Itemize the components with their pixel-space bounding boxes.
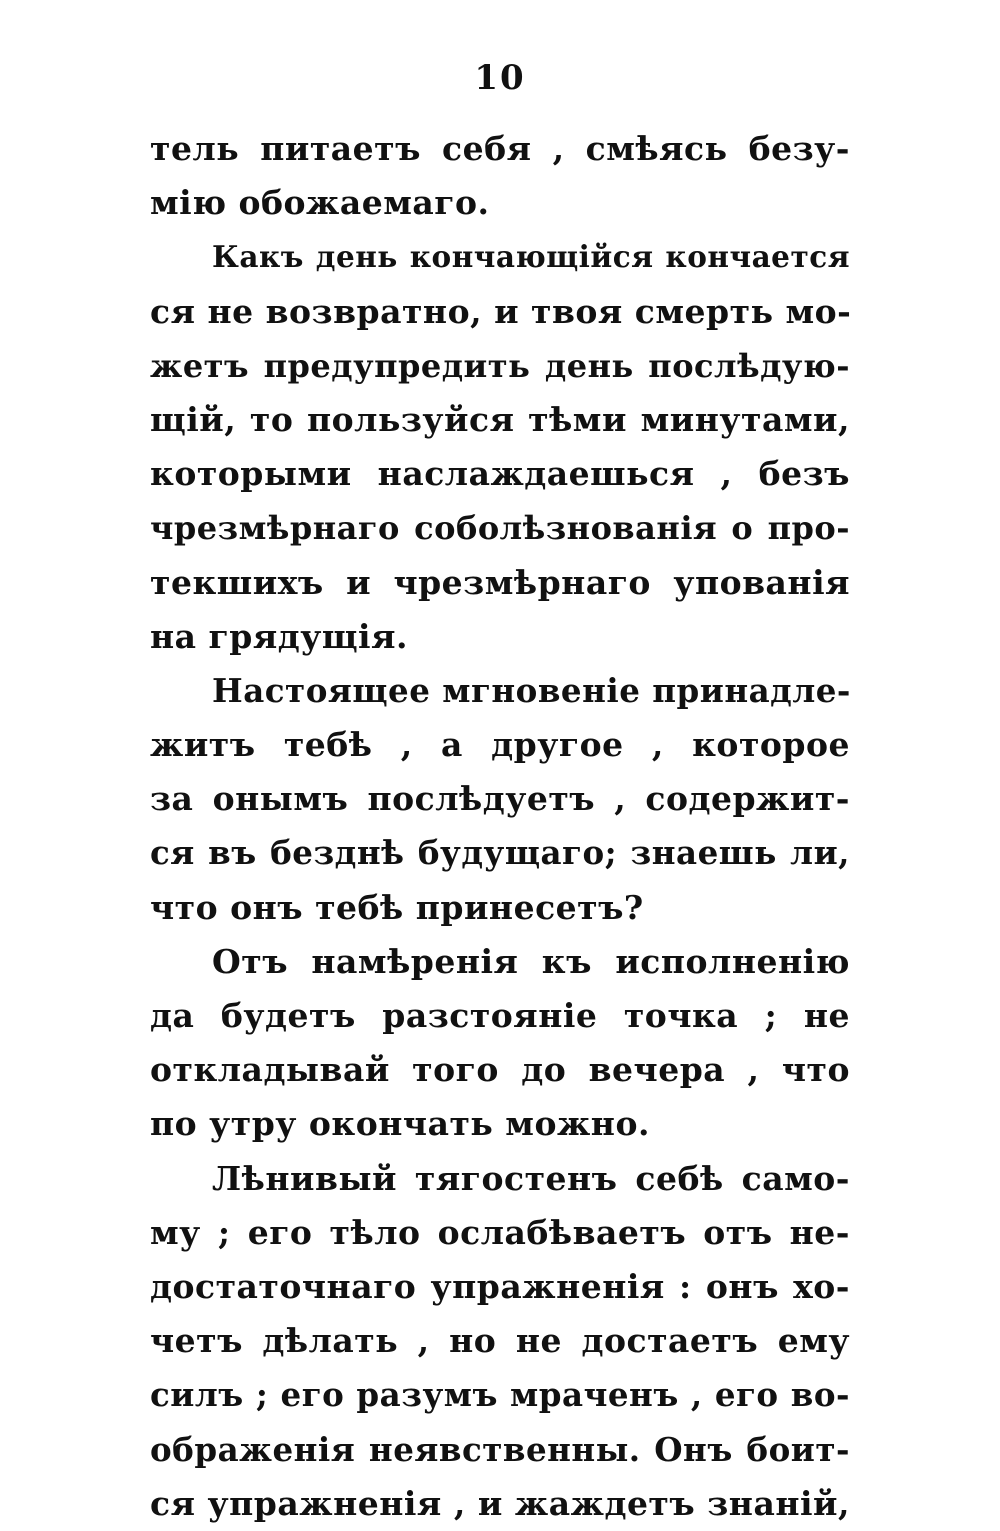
- text-line: Какъ день кончающійся кончается: [212, 239, 850, 275]
- page-text: [150, 122, 850, 1531]
- text-line: текшихъ и чрезмѣрнаго упованія: [150, 562, 850, 602]
- text-line: по утру окончать можно.: [150, 1104, 650, 1144]
- text-line: силъ ; его разумъ мраченъ , его во-: [150, 1375, 850, 1415]
- text-line: житъ тебѣ , а другое , которое: [150, 725, 850, 765]
- text-line: да будетъ разстояніе точка ; не: [150, 996, 850, 1035]
- text-line: откладывай того до вечера , что: [150, 1050, 850, 1090]
- text-line: Отъ намѣренія къ исполненію: [212, 941, 850, 981]
- text-line: которыми наслаждаешься , безъ: [150, 454, 850, 494]
- text-line: ся упражненія , и жаждетъ знаній,: [150, 1483, 850, 1523]
- text-line: на грядущія.: [150, 616, 408, 656]
- text-line: ображенія неявственны. Онъ боит-: [150, 1429, 850, 1469]
- text-line: ся въ безднѣ будущаго; знаешь ли,: [150, 833, 850, 873]
- text-line: мію обожаемаго.: [150, 183, 490, 223]
- text-line: му ; его тѣло ослабѣваетъ отъ не-: [150, 1212, 850, 1252]
- text-line: что онъ тебѣ принесетъ?: [150, 887, 644, 927]
- text-line: чрезмѣрнаго соболѣзнованія о про-: [150, 509, 850, 548]
- text-line: Настоящее мгновеніе принадле-: [212, 670, 851, 710]
- page-number: 10: [474, 58, 526, 98]
- text-line: достаточнаго упражненія : онъ хо-: [150, 1266, 850, 1306]
- text-line: ся не возвратно, и твоя смерть мо-: [150, 291, 852, 331]
- text-line: за онымъ послѣдуетъ , содержит-: [150, 779, 850, 819]
- text-line: Лѣнивый тягостенъ себѣ само-: [212, 1158, 850, 1198]
- text-line: щій, то пользуйся тѣми минутами,: [150, 399, 850, 439]
- text-line: тель питаетъ себя , смѣясь безу-: [150, 129, 850, 168]
- text-line: четъ дѣлать , но не достаетъ ему: [150, 1321, 850, 1361]
- text-line: жетъ предупредить день послѣдую-: [150, 346, 850, 385]
